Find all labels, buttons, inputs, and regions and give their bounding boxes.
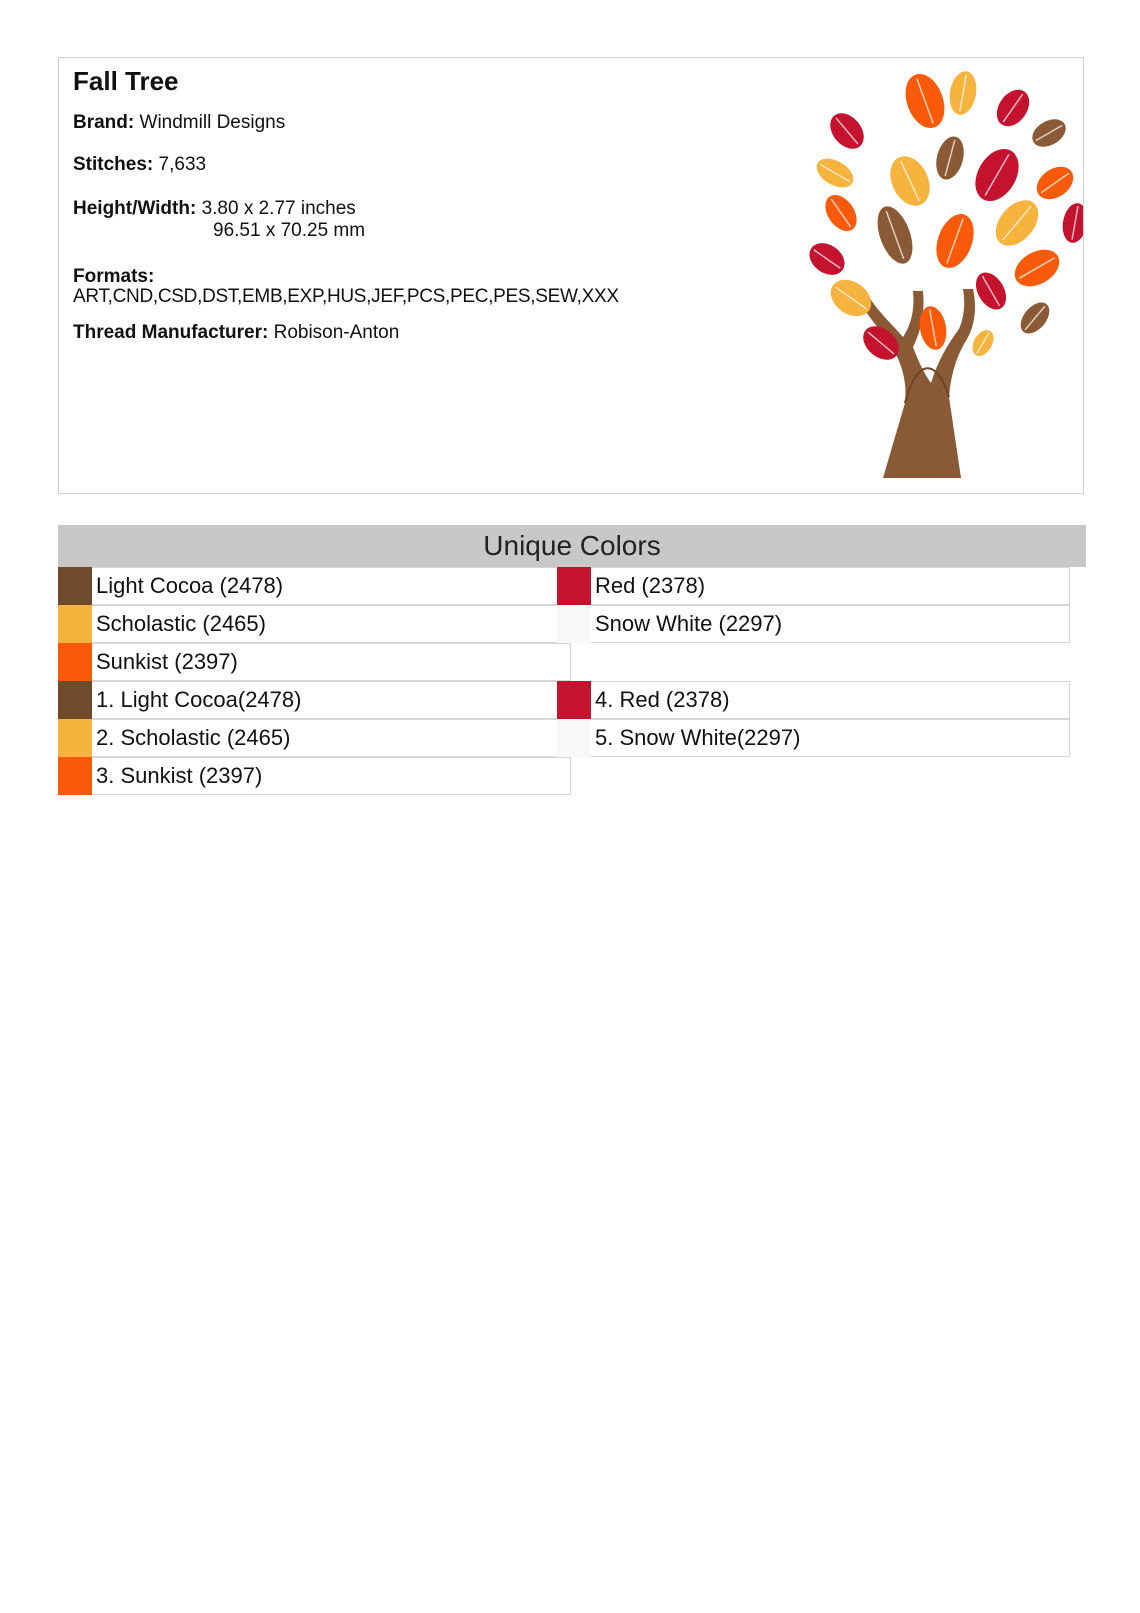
color-name: 4. Red (2378) (595, 687, 730, 712)
color-name: Red (2378) (595, 573, 706, 598)
color-swatch (557, 567, 591, 605)
stitches-label: Stitches: (73, 154, 154, 175)
brand-field (73, 112, 285, 134)
thread-manufacturer-label: Thread Manufacturer: (73, 322, 269, 343)
tree-trunk (855, 289, 975, 478)
thread-manufacturer-value: Robison-Anton (273, 322, 400, 343)
formats-label: Formats: (73, 266, 155, 287)
brand-label: Brand: (73, 112, 135, 133)
thread-manufacturer-field (73, 322, 399, 344)
thread-sequence-row (58, 681, 571, 719)
color-name: Snow White (2297) (595, 611, 783, 636)
unique-color-row (58, 567, 571, 605)
color-name: 2. Scholastic (2465) (96, 725, 291, 750)
thread-sequence-row (557, 719, 1070, 757)
stitches-field (73, 154, 206, 176)
color-name: Scholastic (2465) (96, 611, 266, 636)
thread-sequence-row (58, 719, 571, 757)
formats-value: ART,CND,CSD,DST,EMB,EXP,HUS,JEF,PCS,PEC,PES,SEW,XXX (73, 286, 619, 307)
height-width-field (73, 198, 356, 220)
color-name: Sunkist (2397) (96, 649, 238, 674)
stitches-value: 7,633 (158, 154, 207, 175)
design-info-card (58, 57, 1084, 494)
unique-color-row (557, 605, 1070, 643)
thread-sequence-row (557, 681, 1070, 719)
height-width-mm: 96.51 x 70.25 mm (213, 220, 366, 241)
color-name: 5. Snow White(2297) (595, 725, 801, 750)
color-swatch (557, 605, 591, 643)
leaf (1060, 201, 1083, 245)
unique-colors-header: Unique Colors (58, 525, 1086, 567)
unique-color-row (557, 567, 1070, 605)
color-swatch (557, 719, 591, 757)
color-name: 1. Light Cocoa(2478) (96, 687, 302, 712)
brand-value: Windmill Designs (139, 112, 286, 133)
thread-sequence-row (58, 757, 571, 795)
color-name: Light Cocoa (2478) (96, 573, 284, 598)
color-swatch (58, 605, 92, 643)
height-width-label: Height/Width: (73, 198, 197, 219)
color-swatch (557, 681, 591, 719)
unique-color-row (58, 643, 571, 681)
color-swatch (58, 757, 92, 795)
unique-color-row (58, 605, 571, 643)
color-swatch (58, 567, 92, 605)
color-swatch (58, 643, 92, 681)
design-title: Fall Tree (73, 66, 179, 96)
tree-leaves (803, 69, 1083, 367)
color-swatch (58, 681, 92, 719)
color-name: 3. Sunkist (2397) (96, 763, 263, 788)
fall-tree-embroidery-image (765, 63, 1083, 483)
color-swatch (58, 719, 92, 757)
height-width-inches: 3.80 x 2.77 inches (201, 198, 356, 219)
